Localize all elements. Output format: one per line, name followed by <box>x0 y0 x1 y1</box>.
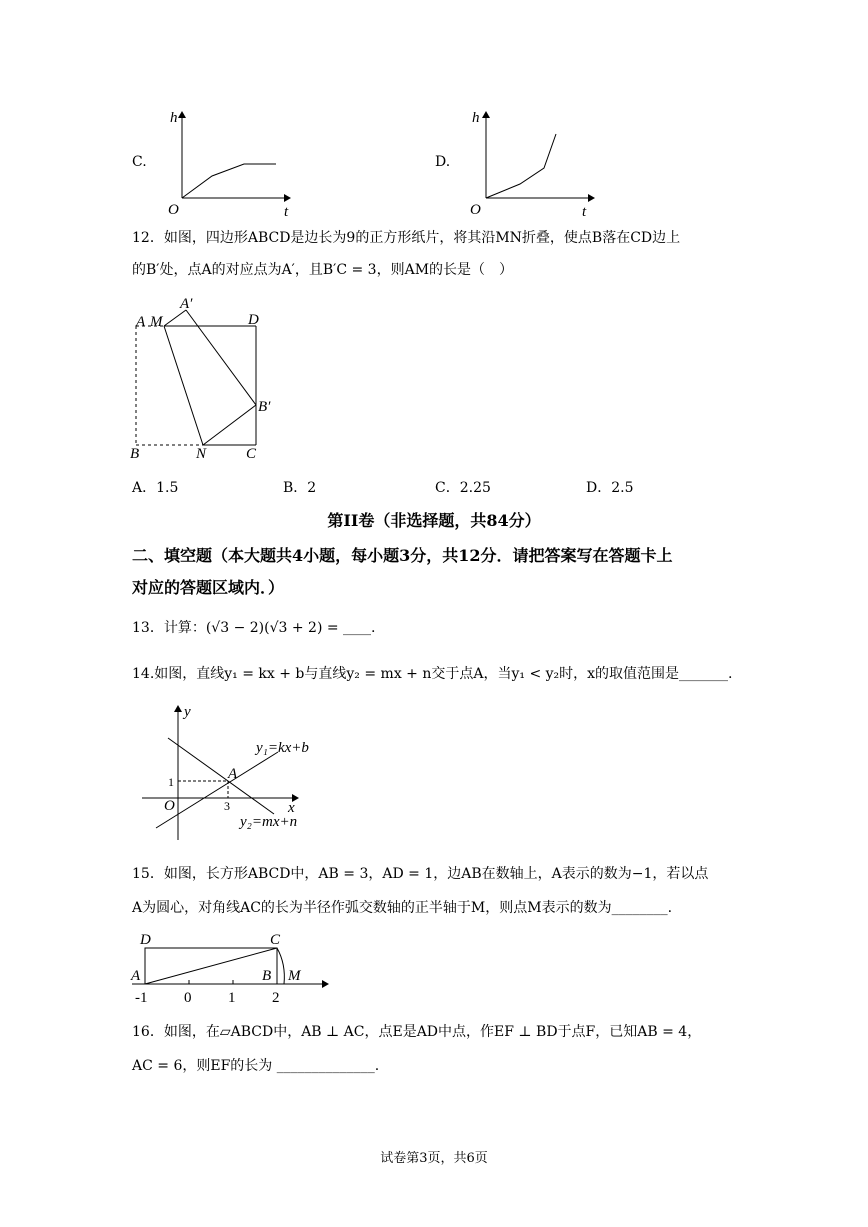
edge-nb <box>203 405 256 445</box>
label-b-prime: B′ <box>258 399 271 415</box>
tick-y-1: 1 <box>168 775 174 789</box>
fold-mn <box>164 326 203 445</box>
origin-label: O <box>470 202 481 218</box>
tick-label-neg1: -1 <box>135 990 148 1006</box>
label-m: M <box>150 314 163 330</box>
point-a-label: A <box>228 766 238 782</box>
q15-line2: A为圆心，对角线AC的长为半径作弧交数轴的正半轴于M，则点M表示的数为________. <box>132 900 673 916</box>
option-value: 2 <box>307 480 317 496</box>
axis-label-t: t <box>284 204 289 220</box>
tick-label-1: 1 <box>228 990 236 1006</box>
section2-line1: 二、填空题（本大题共4小题，每小题3分，共12分．请把答案写在答题卡上 <box>132 546 673 565</box>
q13-text: 计算：(√3 − 2)(√3 + 2) = ____. <box>163 620 376 636</box>
origin-label: O <box>168 202 179 218</box>
tick-label-0: 0 <box>184 990 192 1006</box>
q14-figure <box>138 700 318 846</box>
option-c-label: C. <box>132 154 147 170</box>
graph-curve <box>486 134 556 198</box>
page-footer: 试卷第3页，共6页 <box>380 1151 488 1166</box>
label-a-prime: A′ <box>180 296 193 312</box>
q15-number: 15． <box>132 866 164 882</box>
q14-number: 14. <box>132 666 155 682</box>
q12-option-a <box>132 478 178 498</box>
graph-curve <box>182 164 276 198</box>
diagonal-ac <box>145 948 277 984</box>
label-d: D <box>248 312 259 328</box>
label-c: C <box>270 932 281 948</box>
label-d: D <box>140 932 151 948</box>
q12-line2: 的B′处，点A的对应点为A′，且B′C = 3，则AM的长是（ ） <box>132 262 514 278</box>
axis-label-y: y <box>184 704 191 720</box>
tick-label-2: 2 <box>272 990 280 1006</box>
option-value: 1.5 <box>156 480 179 496</box>
label-b: B <box>262 968 272 984</box>
q16-line2: AC = 6，则EF的长为 ______________. <box>132 1058 380 1074</box>
label-c: C <box>246 446 257 462</box>
q16-line1 <box>132 1022 701 1042</box>
arc-cm <box>277 948 284 984</box>
q12-number: 12． <box>132 230 164 246</box>
axis-label-x: x <box>288 800 295 816</box>
option-d-label: D. <box>435 154 451 170</box>
section2-line2: 对应的答题区域内．） <box>132 578 285 597</box>
q12-option-c <box>435 478 491 498</box>
label-a: A <box>131 968 141 984</box>
q16-number: 16． <box>132 1024 164 1040</box>
option-key: A． <box>132 480 157 496</box>
q12-line1 <box>132 228 680 248</box>
part2-title: 第II卷（非选择题，共84分） <box>327 511 541 530</box>
q13-number: 13． <box>132 620 164 636</box>
q15-figure <box>128 928 338 1008</box>
graph-option-d <box>464 104 604 220</box>
line2-label: y₂=mx+n <box>240 814 298 830</box>
option-key: B． <box>283 480 308 496</box>
edge-ab <box>186 310 256 405</box>
q15-text-line1: 如图，长方形ABCD中，AB = 3，AD = 1，边AB在数轴上，A表示的数为−1，若以点 <box>163 866 709 882</box>
option-key: D． <box>586 480 612 496</box>
label-m: M <box>288 968 301 984</box>
label-n: N <box>196 446 207 462</box>
edge-ma <box>164 310 186 326</box>
q14 <box>132 664 733 684</box>
q15-line1 <box>132 864 708 884</box>
line1-label: y₁=kx+b <box>256 740 309 756</box>
axis-label-t: t <box>582 204 587 220</box>
tick-x-3: 3 <box>224 799 230 813</box>
q16-text-line1: 如图，在▱ABCD中，AB ⊥ AC，点E是AD中点，作EF ⊥ BD于点F，已知AB = 4， <box>163 1024 702 1040</box>
label-b: B <box>130 446 140 462</box>
q14-text: 如图，直线y₁ = kx + b与直线y₂ = mx + n交于点A，当y₁ < y₂时，x的取值范围是_______. <box>154 666 733 682</box>
axis-label-h: h <box>472 110 480 126</box>
axis-label-h: h <box>170 110 178 126</box>
q12-figure <box>128 290 288 462</box>
q12-option-d <box>586 478 634 498</box>
option-value: 2.5 <box>611 480 634 496</box>
q13 <box>132 618 376 638</box>
option-key: C． <box>435 480 460 496</box>
q12-option-b <box>283 478 316 498</box>
label-a: A <box>136 314 146 330</box>
graph-option-c <box>160 104 300 220</box>
option-value: 2.25 <box>459 480 491 496</box>
q12-text-line1: 如图，四边形ABCD是边长为9的正方形纸片，将其沿MN折叠，使点B落在CD边上 <box>163 230 681 246</box>
origin-label: O <box>164 798 175 814</box>
